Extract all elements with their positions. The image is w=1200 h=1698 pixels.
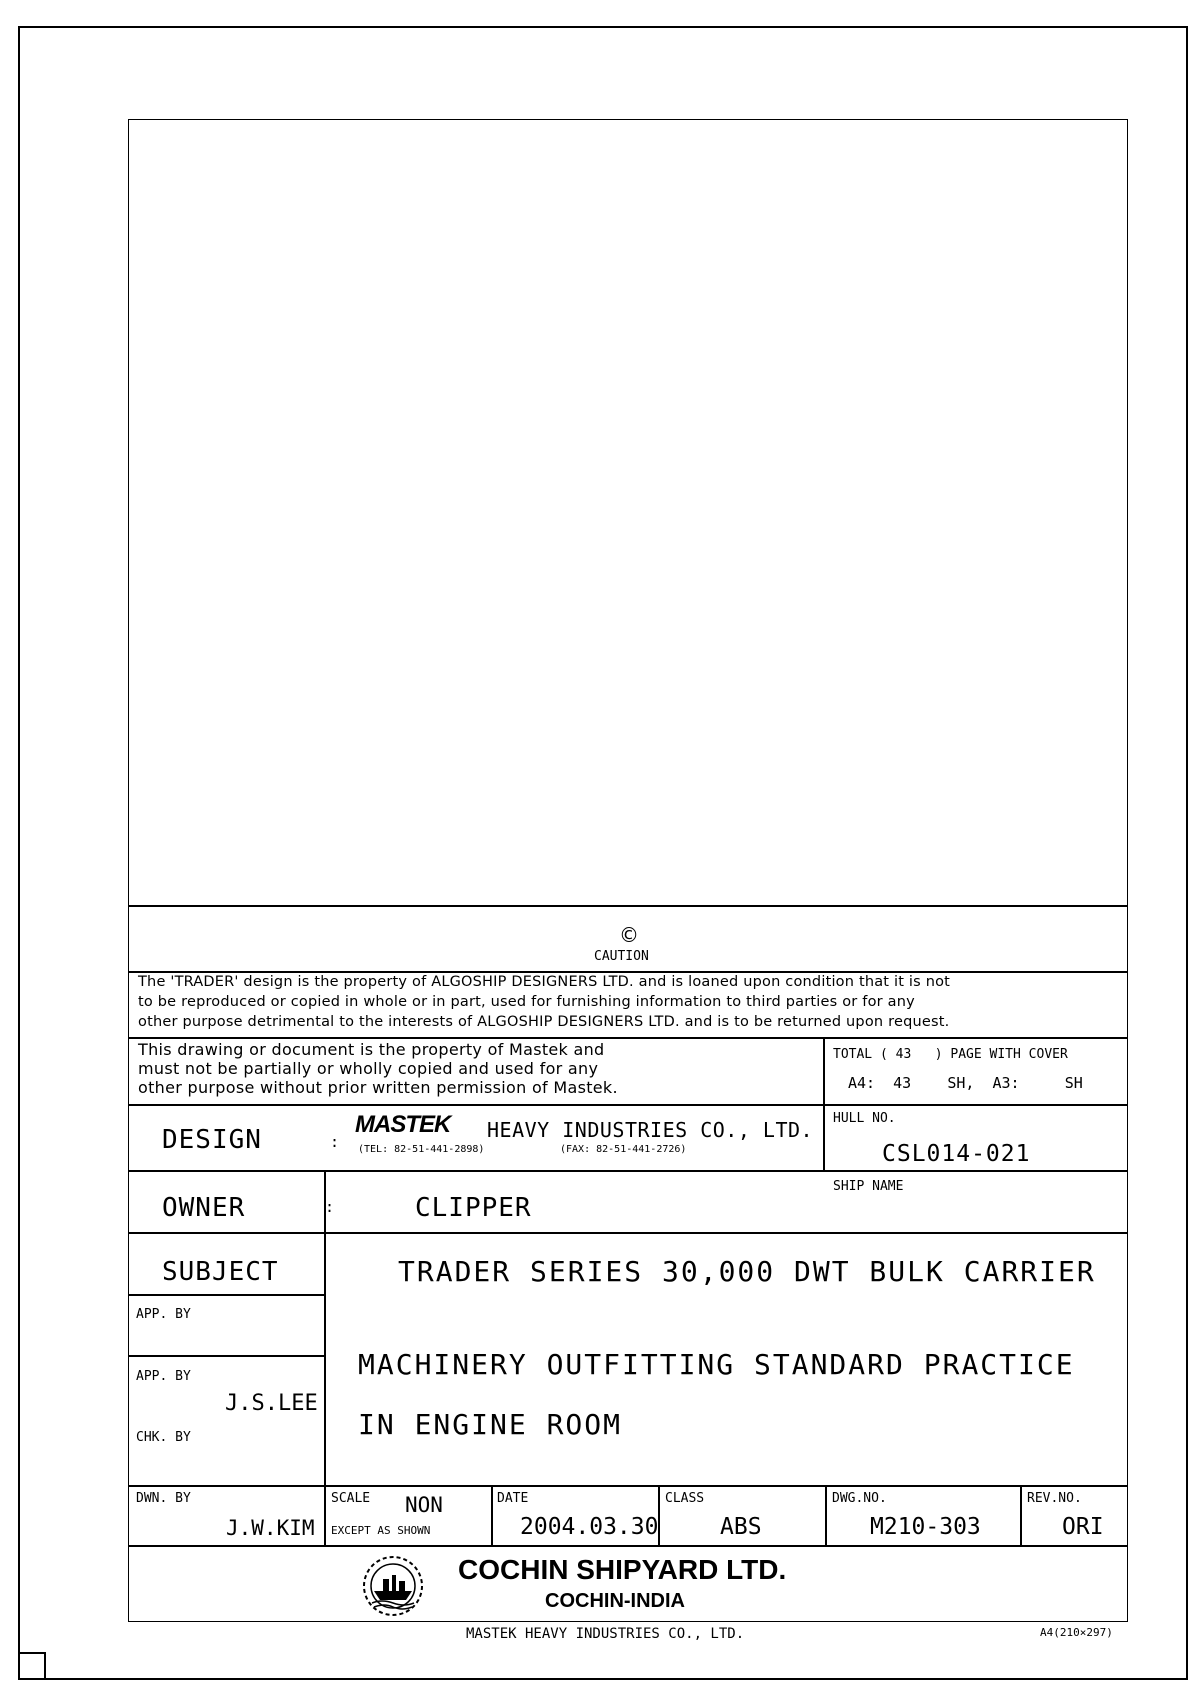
hline-approvals-2 (128, 1355, 324, 1357)
dwg-label: DWG.NO. (832, 1491, 887, 1506)
client-location: COCHIN-INDIA (545, 1590, 685, 1612)
app-by-1-label: APP. BY (136, 1307, 191, 1322)
scale-note: EXCEPT AS SHOWN (331, 1524, 431, 1537)
design-fax: (FAX: 82-51-441-2726) (560, 1144, 687, 1155)
vline-class-dwg (825, 1485, 827, 1545)
caution-line-1: The 'TRADER' design is the property of ALGOSHIP DESIGNERS LTD. and is loaned upon condition that it is not (138, 974, 951, 990)
dwg-value: M210-303 (870, 1514, 981, 1540)
class-value: ABS (720, 1514, 762, 1540)
app-by-2-label: APP. BY (136, 1369, 191, 1384)
owner-colon: : (325, 1198, 335, 1216)
hull-label: HULL NO. (833, 1111, 896, 1126)
chk-by-label: CHK. BY (136, 1430, 191, 1445)
dwn-by-name: J.W.KIM (226, 1516, 315, 1540)
copyright-symbol: © (619, 923, 639, 947)
hline-info-top (128, 1485, 1128, 1487)
footer-company: MASTEK HEAVY INDUSTRIES CO., LTD. (466, 1626, 745, 1642)
title-line-2: IN ENGINE ROOM (358, 1408, 623, 1441)
property-line-3: other purpose without prior written permission of Mastek. (138, 1078, 618, 1097)
hline-caution-top (128, 905, 1128, 907)
vline-scale-date (491, 1485, 493, 1545)
date-value: 2004.03.30 (520, 1514, 659, 1540)
hline-caution-mid (128, 971, 1128, 973)
subject-label: SUBJECT (162, 1257, 279, 1287)
hline-info-bottom (128, 1545, 1128, 1547)
class-label: CLASS (665, 1491, 705, 1506)
footer-paper: A4(210×297) (1040, 1626, 1113, 1639)
hline-property (128, 1037, 1128, 1039)
hull-value: CSL014-021 (882, 1141, 1031, 1167)
subject-value: TRADER SERIES 30,000 DWT BULK CARRIER (398, 1255, 1096, 1288)
hline-design (128, 1104, 1128, 1106)
rev-value: ORI (1062, 1514, 1104, 1540)
title-line-1: MACHINERY OUTFITTING STANDARD PRACTICE (358, 1348, 1075, 1381)
property-line-2: must not be partially or wholly copied and used for any (138, 1059, 599, 1078)
scale-value: NON (405, 1493, 443, 1517)
vline-left-column (324, 1170, 326, 1545)
design-colon: : (330, 1133, 340, 1151)
property-line-1: This drawing or document is the property of Mastek and (138, 1040, 605, 1059)
scale-label: SCALE (331, 1491, 371, 1506)
hline-approvals-1 (128, 1294, 324, 1296)
corner-mark (18, 1652, 46, 1680)
mastek-logo: MASTEK (355, 1111, 451, 1138)
rev-label: REV.NO. (1027, 1491, 1082, 1506)
design-company: HEAVY INDUSTRIES CO., LTD. (487, 1118, 814, 1142)
date-label: DATE (497, 1491, 529, 1506)
caution-heading: CAUTION (594, 949, 649, 964)
hline-owner (128, 1170, 1128, 1172)
pages-detail: A4: 43 SH, A3: SH (848, 1074, 1083, 1092)
app-by-2-name: J.S.LEE (225, 1391, 318, 1416)
caution-line-2: to be reproduced or copied in whole or in part, used for furnishing information to third parties or for any (138, 994, 915, 1010)
dwn-by-label: DWN. BY (136, 1491, 191, 1506)
design-tel: (TEL: 82-51-441-2898) (358, 1144, 485, 1155)
caution-line-3: other purpose detrimental to the interests of ALGOSHIP DESIGNERS LTD. and is to be returned upon request. (138, 1014, 950, 1030)
vline-dwg-rev (1020, 1485, 1022, 1545)
client-name: COCHIN SHIPYARD LTD. (458, 1554, 787, 1585)
cochin-shipyard-emblem (356, 1553, 430, 1619)
hline-subject (128, 1232, 1128, 1234)
owner-value: CLIPPER (415, 1193, 532, 1223)
pages-total: TOTAL ( 43 ) PAGE WITH COVER (833, 1047, 1068, 1062)
owner-label: OWNER (162, 1193, 246, 1223)
vline-right-column (823, 1037, 825, 1170)
ship-name-label: SHIP NAME (833, 1179, 904, 1194)
design-label: DESIGN (162, 1125, 262, 1155)
